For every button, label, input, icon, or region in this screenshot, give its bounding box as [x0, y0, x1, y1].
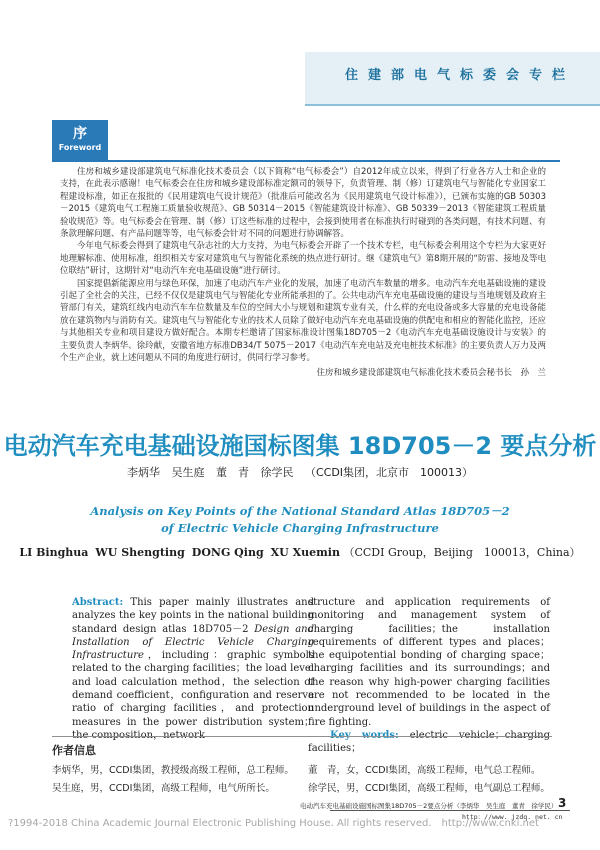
- preface-paragraph: 住房和城乡建设部建筑电气标准化技术委员会（以下简称“电气标委会”）自2012年成立以来，得到了行业各方人士和企业的支持，在此表示感谢！电气标委会在住房和城乡建设部标准定额司的领导下，负责管理、制（修）订建筑电气与智能化专业国家工程建设标准，如正在报批的《民用建筑电气设计规范》（批准后可能改名为《民用建筑电气设计标准》），已颁布实施的GB 50303－2015《建筑电气工程施工质量验收规范》、GB 50314－2015《智能建筑设计标准》、GB 50339－2013《智能建筑工程质量验收规范》等。电气标委会在管理、制（修）订这些标准的过程中，会接到使用者在标准执行时碰到的各类问题，有技术问题、有条款理解问题、有产品问题等等，电气标委会针对不同的问题进行协调解答。: [60, 167, 546, 240]
- author-en: XU Xuemin: [270, 546, 340, 559]
- author-info-entry: 徐学民，男，CCDI集团，高级工程师，电气副总工程师。: [308, 783, 550, 794]
- abstract-text: structure and application requirements of monitoring and management system of charging facilities；the installation requirements of different types and places；the equipotential bonding of charging space；charging facilities and its surroundings；and the reason why high-power charging facilities are not recommended to be located in the underground level of buildings in the aspect of fire fighting.: [308, 597, 550, 728]
- article-title-en-line1: Analysis on Key Points of the National Standard Atlas 18D705－2: [90, 504, 510, 518]
- abstract-label: Abstract:: [72, 597, 124, 608]
- copyright-watermark: ?1994-2018 China Academic Journal Electronic Publishing House. All rights reserved. http://www.cnki.net: [8, 818, 539, 829]
- abstract-text: ，including：graphic symbols related to the charging facilities；the load level and load calculation method，the selection of demand coefficient，configuration and reserve ratio of charging facilities，and protection measures in the power distribution system；: [72, 650, 314, 728]
- preface-badge: [52, 120, 108, 162]
- author-zh: 吴生庭: [171, 466, 205, 479]
- article-title-en-line2: of Electric Vehicle Charging Infrastructure: [161, 521, 439, 535]
- author-zh: 李炳华: [126, 466, 160, 479]
- keywords-text: facilities；: [308, 743, 362, 755]
- banner-divider: [305, 104, 600, 106]
- preface-badge-en: Foreword: [58, 143, 102, 152]
- preface-divider: [108, 160, 560, 162]
- author-zh: 徐学民: [260, 466, 294, 479]
- article-title-zh: 电动汽车充电基础设施国标图集 18D705－2 要点分析: [3, 432, 597, 460]
- preface-body: [60, 166, 546, 379]
- column-title: 住建部电气标委会专栏: [345, 68, 576, 83]
- preface-paragraph: 今年电气标委会得到了建筑电气杂志社的大力支持，为电气标委会开辟了一个技术专栏，电气标委会利用这个专栏为大家更好地理解标准、使用标准，组织相关专家对建筑电气与智能化系统的热点进行研讨。继《建筑电气》第8期开展的“防雷、接地及等电位联结”研讨，这期针对“电动汽车充电基础设施”进行研讨。: [60, 241, 546, 277]
- abstract-right-column: [308, 596, 550, 756]
- article-title-en: [0, 503, 600, 537]
- page-number: 3: [558, 796, 567, 810]
- author-zh: 董 青: [215, 466, 249, 479]
- preface-paragraph: 国家提倡新能源应用与绿色环保，加速了电动汽车产业化的发展，加速了电动汽车数量的增多。电动汽车充电基础设施的建设引起了全社会的关注，已经不仅仅是建筑电气与智能化专业所能承担的了。公共电动汽车充电基础设施的建设与当地规划及政府主管部门有关，建筑红线内电动汽车车位数量及车位的空间大小与规划和建筑专业有关，什么样的充电设备或多大容量的充电设备能放在建筑物内与消防有关。建筑电气与智能化专业的技术人员除了做好电动汽车充电基础设施的供配电和相应的智能化监控，还应与其他相关专业和项目建设方做好配合。本期专栏邀请了国家标准设计图集18D705－2《电动汽车充电基础设施设计与安装》的主要负责人李炳华、徐玲献，安徽省地方标准DB34/T 5075－2017《电动汽车充电站及充电桩技术标准》的主要负责人万力及两个生产企业，就上述问题从不同的角度进行研讨，供同行学习参考。: [60, 278, 546, 364]
- author-en: LI Binghua: [19, 546, 89, 559]
- footer-divider: [330, 810, 570, 811]
- author-info-entry: 李炳华，男，CCDI集团，教授级高级工程师，总工程师。: [52, 765, 294, 776]
- journal-website: http：//www. jzdq. net. cn: [462, 813, 563, 821]
- authors-zh: [0, 464, 600, 480]
- preface-badge-zh: 序: [73, 126, 87, 142]
- author-en: WU Shengting: [95, 546, 185, 559]
- affiliation-zh: （CCDI集团，北京市 100013）: [304, 466, 474, 479]
- author-info-entry: 吴生庭，男，CCDI集团，高级工程师，电气所所长。: [52, 783, 275, 794]
- running-reference: 电动汽车充电基础设施国标图集18D705－2要点分析（李炳华 吴生庭 董青 徐学民）: [300, 802, 558, 810]
- author-en: DONG Qing: [191, 546, 264, 559]
- abstract-atlas-title: Design and Installation of Electric Vehicle Charging Infrastructure: [72, 623, 314, 662]
- author-info-entry: 董 青，女，CCDI集团，高级工程师，电气总工程师。: [308, 765, 541, 776]
- preface-signature: 住房和城乡建设部建筑电气标准化技术委员会秘书长 孙 兰: [316, 367, 546, 378]
- abstract-text: This paper mainly illustrates and analyzes the key points in the national building standard design atlas 18D705－2: [72, 597, 314, 635]
- author-info-heading: 作者信息: [52, 744, 96, 757]
- author-info-divider: [52, 736, 552, 737]
- authors-en: [0, 544, 600, 560]
- abstract-left-column: [72, 596, 314, 742]
- affiliation-en: （CCDI Group，Beijing 100013，China）: [343, 546, 581, 559]
